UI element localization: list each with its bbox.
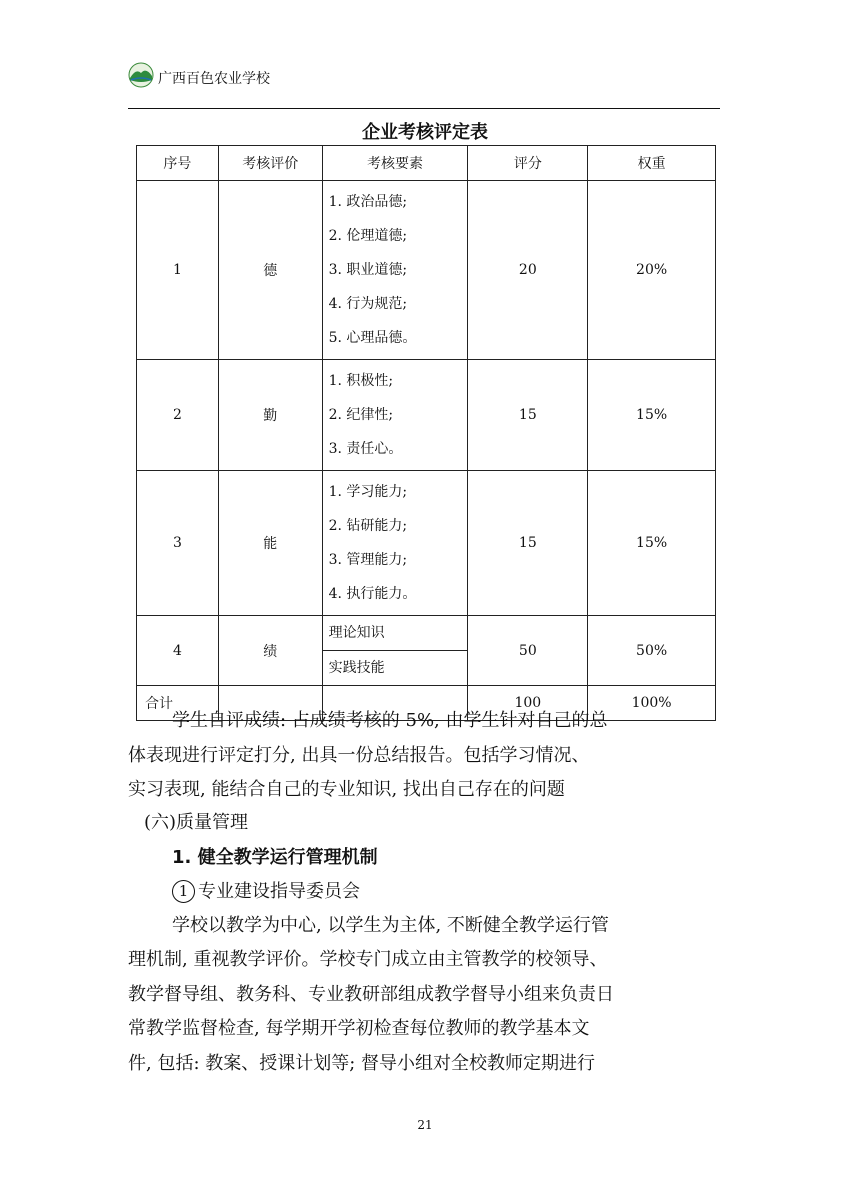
paragraph-line: 体表现进行评定打分, 出具一份总结报告。包括学习情况、 — [128, 745, 590, 766]
row-item: 5. 心理品德。 — [328, 330, 417, 346]
row-score: 50 — [468, 616, 588, 686]
row-item: 3. 责任心。 — [328, 441, 403, 457]
row-category: 能 — [218, 471, 322, 616]
row-weight: 50% — [588, 616, 716, 686]
total-score: 100 — [468, 686, 588, 721]
row-item: 4. 行为规范; — [328, 296, 408, 312]
row-items — [322, 471, 468, 616]
row-weight: 15% — [588, 360, 716, 471]
paragraph-line: 实习表现, 能结合自己的专业知识, 找出自己存在的问题 — [128, 779, 565, 800]
paragraph-line: 常教学监督检查, 每学期开学初检查每位教师的教学基本文 — [128, 1018, 590, 1039]
table-header-row — [137, 146, 716, 181]
row-item: 1. 学习能力; — [328, 484, 408, 500]
header-weight: 权重 — [588, 146, 716, 181]
row-item: 实践技能 — [322, 651, 468, 686]
row-item: 理论知识 — [322, 616, 468, 651]
table-row — [137, 616, 716, 651]
row-weight: 15% — [588, 471, 716, 616]
paragraph-line: 理机制, 重视教学评价。学校专门成立由主管教学的校领导、 — [128, 949, 608, 970]
paragraph-line: 教学督导组、教务科、专业教研部组成教学督导小组来负责日 — [128, 984, 614, 1005]
page-number: 21 — [417, 1118, 433, 1132]
row-item: 3. 管理能力; — [328, 552, 408, 568]
header-score: 评分 — [468, 146, 588, 181]
paragraph-line: 学生自评成绩: 占成绩考核的 5%, 由学生针对自己的总 — [172, 710, 608, 731]
table-row — [137, 471, 716, 616]
row-no: 1 — [137, 181, 219, 360]
total-weight: 100% — [588, 686, 716, 721]
school-logo-icon — [128, 62, 154, 88]
circled-number: 1 — [172, 880, 195, 903]
header-items: 考核要素 — [322, 146, 468, 181]
row-no: 4 — [137, 616, 219, 686]
row-item: 2. 伦理道德; — [328, 228, 408, 244]
table-row — [137, 181, 716, 360]
row-items — [322, 181, 468, 360]
row-category: 勤 — [218, 360, 322, 471]
evaluation-table — [136, 145, 716, 721]
row-score: 15 — [468, 471, 588, 616]
table-row — [137, 360, 716, 471]
sub-heading-text: 专业建设指导委员会 — [198, 881, 360, 902]
row-item: 1. 积极性; — [328, 373, 394, 389]
header-no: 序号 — [137, 146, 219, 181]
row-item: 2. 钻研能力; — [328, 518, 408, 534]
total-label: 合计 — [137, 686, 219, 721]
row-item: 2. 纪律性; — [328, 407, 394, 423]
school-name: 广西百色农业学校 — [158, 71, 270, 87]
row-item: 1. 政治品德; — [328, 194, 408, 210]
page-header — [128, 60, 720, 109]
row-weight: 20% — [588, 181, 716, 360]
row-no: 3 — [137, 471, 219, 616]
row-category: 绩 — [218, 616, 322, 686]
row-item: 4. 执行能力。 — [328, 586, 417, 602]
row-items — [322, 360, 468, 471]
paragraph-line: 学校以教学为中心, 以学生为主体, 不断健全教学运行管 — [172, 915, 609, 936]
row-score: 15 — [468, 360, 588, 471]
subsection-heading: 1. 健全教学运行管理机制 — [172, 847, 378, 868]
row-item: 3. 职业道德; — [328, 262, 408, 278]
header-category: 考核评价 — [218, 146, 322, 181]
row-category: 德 — [218, 181, 322, 360]
section-heading: (六)质量管理 — [144, 812, 249, 833]
row-no: 2 — [137, 360, 219, 471]
row-score: 20 — [468, 181, 588, 360]
table-title: 企业考核评定表 — [362, 122, 488, 143]
paragraph-line: 件, 包括: 教案、授课计划等; 督导小组对全校教师定期进行 — [128, 1053, 596, 1074]
sub-heading — [128, 874, 728, 909]
